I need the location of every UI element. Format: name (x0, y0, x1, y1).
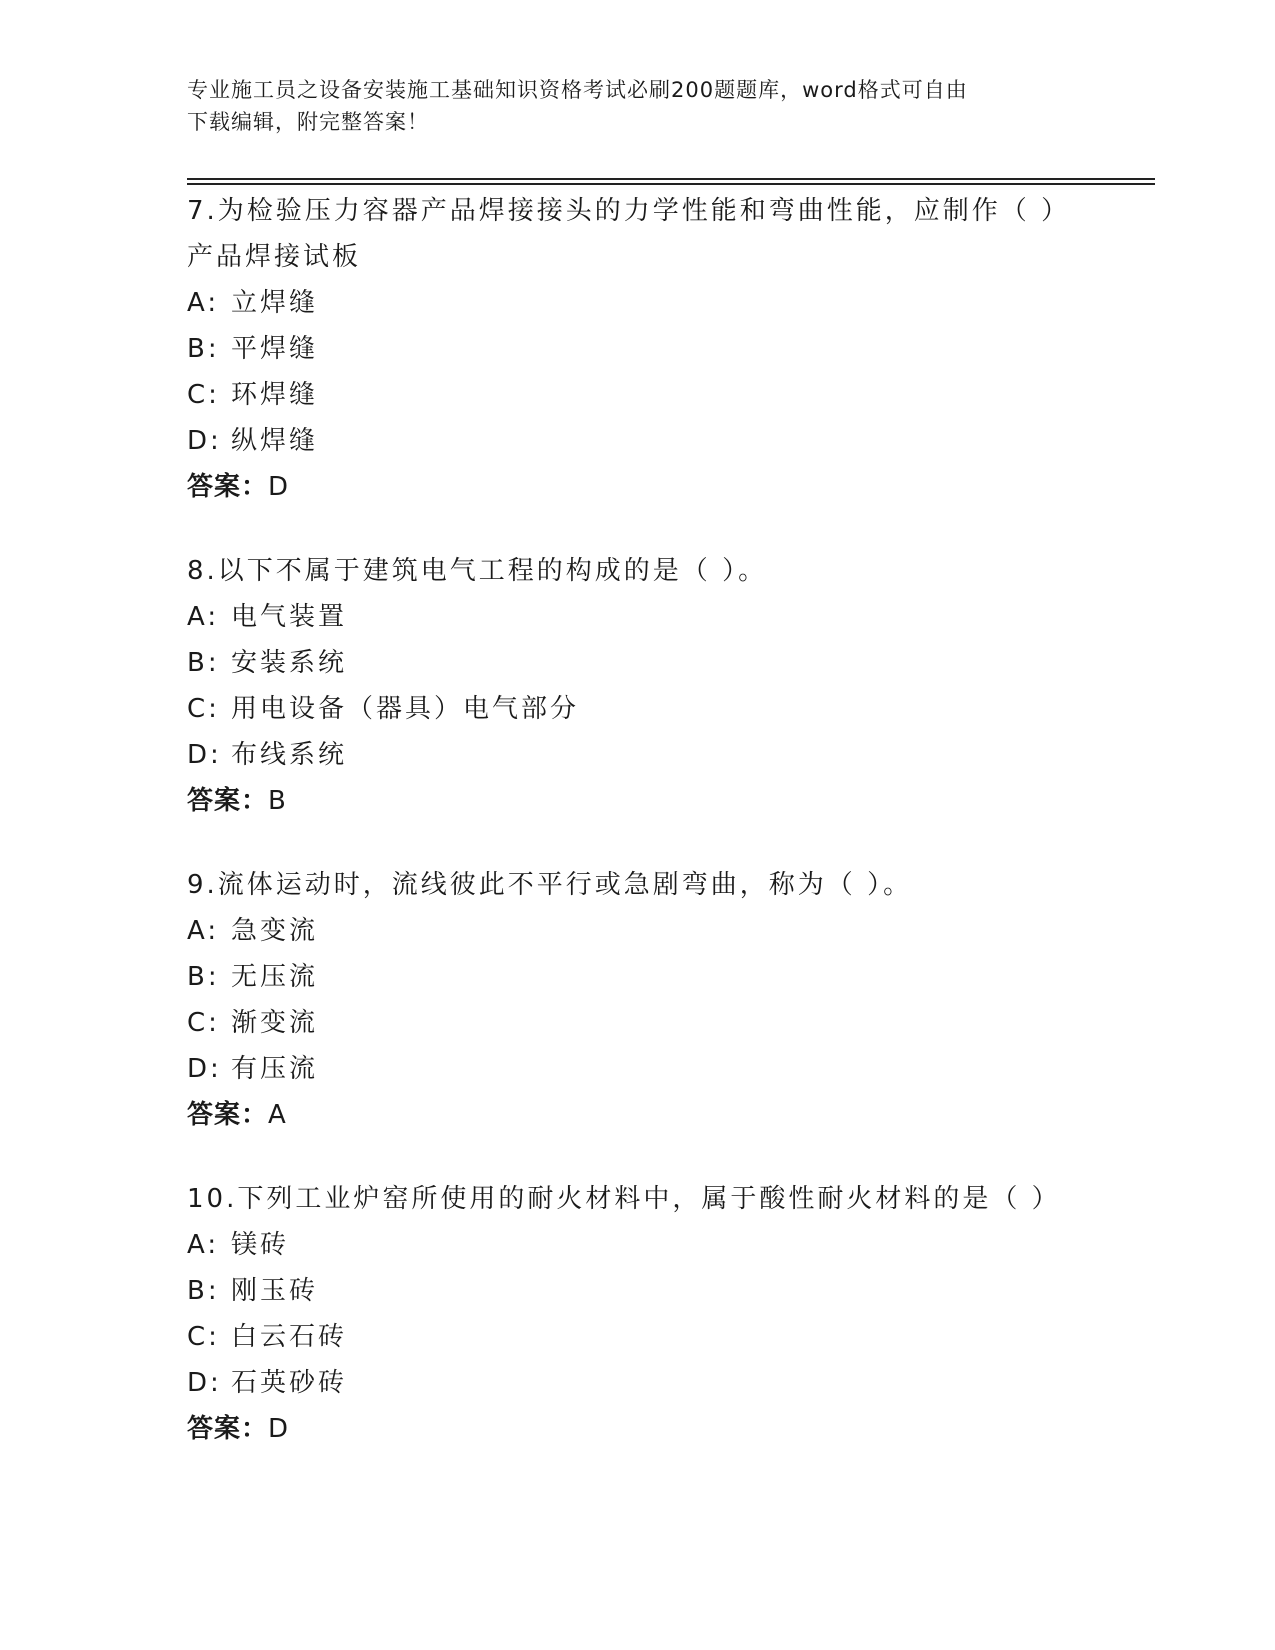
header-line-2: 下载编辑，附完整答案！ (187, 110, 429, 134)
answer-line (187, 1406, 1087, 1452)
option-text: 有压流 (231, 1054, 319, 1084)
header-line-1: 专业施工员之设备安装施工基础知识资格考试必刷200题题库，word格式可自由 (187, 78, 968, 102)
option-text: 环焊缝 (231, 380, 319, 410)
answer-label: 答案： (187, 786, 269, 816)
answer-line (187, 464, 1087, 510)
option-letter: D: (187, 426, 222, 456)
question-stem: 8.以下不属于建筑电气工程的构成的是（ ）。 (187, 556, 768, 586)
option-letter: C: (187, 1322, 220, 1352)
option-text: 急变流 (231, 916, 319, 946)
option-letter: A: (187, 602, 220, 632)
question-9 (187, 862, 1087, 1138)
option-text: 白云石砖 (231, 1322, 348, 1352)
option-text: 平焊缝 (231, 334, 319, 364)
answer-value: D (268, 472, 290, 502)
option-letter: A: (187, 916, 220, 946)
option-b (187, 640, 1087, 686)
answer-label: 答案： (187, 472, 269, 502)
option-d (187, 1046, 1087, 1092)
option-c (187, 686, 1087, 732)
question-list (187, 188, 1087, 1490)
option-text: 纵焊缝 (231, 426, 319, 456)
question-7 (187, 188, 1087, 510)
option-letter: B: (187, 334, 220, 364)
option-letter: A: (187, 1230, 220, 1260)
option-letter: C: (187, 1008, 220, 1038)
option-text: 渐变流 (231, 1008, 319, 1038)
option-b (187, 954, 1087, 1000)
question-stem: 7.为检验压力容器产品焊接接头的力学性能和弯曲性能，应制作（ ）产品焊接试板 (187, 196, 1071, 272)
option-text: 布线系统 (231, 740, 348, 770)
option-text: 安装系统 (231, 648, 348, 678)
option-letter: D: (187, 1368, 222, 1398)
option-letter: B: (187, 1276, 220, 1306)
option-a (187, 908, 1087, 954)
question-10 (187, 1176, 1087, 1452)
option-letter: C: (187, 380, 220, 410)
option-letter: B: (187, 648, 220, 678)
option-a (187, 594, 1087, 640)
document-header (187, 74, 1067, 138)
option-text: 镁砖 (231, 1230, 290, 1260)
option-b (187, 1268, 1087, 1314)
option-letter: B: (187, 962, 220, 992)
answer-line (187, 778, 1087, 824)
header-divider-top (187, 178, 1155, 180)
option-text: 立焊缝 (231, 288, 319, 318)
question-8 (187, 548, 1087, 824)
header-divider-bottom (187, 183, 1155, 185)
question-stem: 10.下列工业炉窑所使用的耐火材料中，属于酸性耐火材料的是（ ） (187, 1184, 1061, 1214)
option-text: 石英砂砖 (231, 1368, 348, 1398)
option-text: 刚玉砖 (231, 1276, 319, 1306)
question-stem: 9.流体运动时，流线彼此不平行或急剧弯曲，称为（ ）。 (187, 870, 913, 900)
answer-line (187, 1092, 1087, 1138)
option-d (187, 418, 1087, 464)
answer-label: 答案： (187, 1100, 269, 1130)
option-text: 电气装置 (231, 602, 348, 632)
option-text: 用电设备（器具）电气部分 (231, 694, 580, 724)
option-letter: A: (187, 288, 220, 318)
answer-value: A (268, 1100, 287, 1130)
option-c (187, 1314, 1087, 1360)
answer-value: B (268, 786, 287, 816)
answer-label: 答案： (187, 1414, 269, 1444)
option-letter: C: (187, 694, 220, 724)
option-a (187, 280, 1087, 326)
answer-value: D (268, 1414, 290, 1444)
option-d (187, 732, 1087, 778)
option-b (187, 326, 1087, 372)
option-d (187, 1360, 1087, 1406)
option-letter: D: (187, 1054, 222, 1084)
option-text: 无压流 (231, 962, 319, 992)
option-c (187, 1000, 1087, 1046)
option-c (187, 372, 1087, 418)
option-a (187, 1222, 1087, 1268)
option-letter: D: (187, 740, 222, 770)
